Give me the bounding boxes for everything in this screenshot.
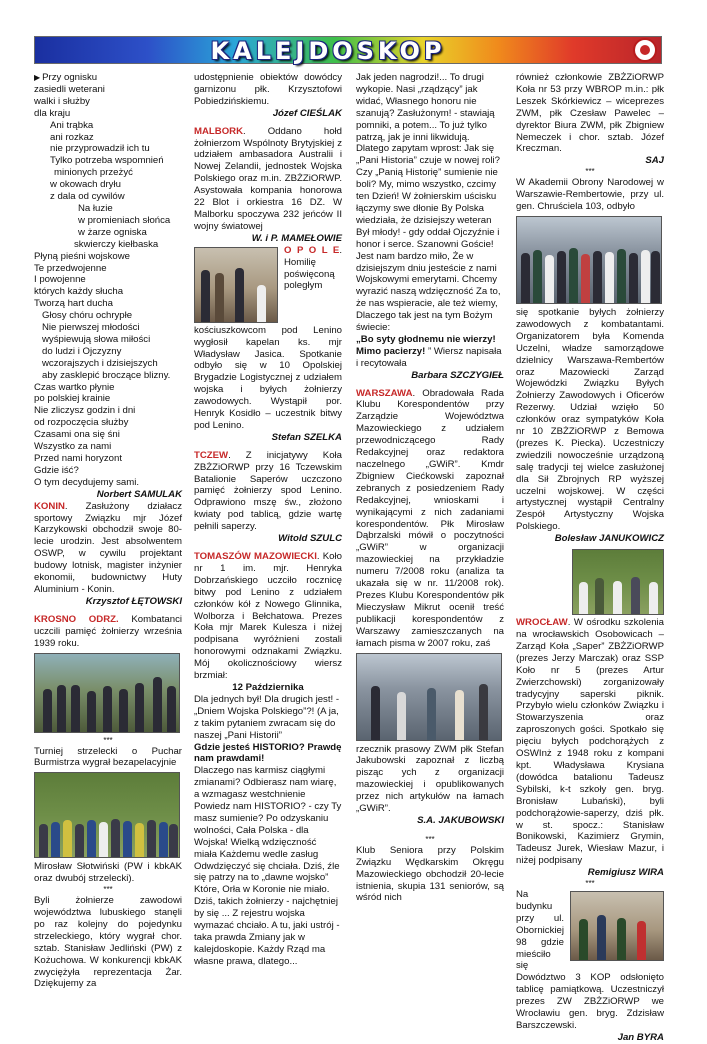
article-slotwinski: Mirosław Słotwiński (PW i kbkAK oraz dwubój strzelecki).	[34, 861, 182, 885]
article-heading: TOMASZÓW MAZOWIECKI	[194, 551, 317, 562]
poem-line: od rozpoczęcia służby	[34, 417, 129, 429]
article-heading: TCZEW	[194, 449, 229, 461]
poem-part-1: Dla jednych był! Dla drugich jest! - „Dniem Wojska Polskiego”?! (A ja, z takim pytaniem zwracam się do naszej „Pani Historii”	[194, 693, 340, 741]
poem-line: Tworzą hart ducha	[34, 298, 113, 310]
article-heading: O P O L E	[284, 244, 340, 256]
article-signature: W. i P. MAMEŁOWIE	[251, 232, 342, 244]
poem-line: po polskiej krainie	[34, 393, 111, 405]
separator-stars: ***	[103, 735, 113, 745]
poem-line: I powojenne	[34, 274, 86, 286]
poem-line: Czas wartko płynie	[34, 381, 115, 393]
poem-line: Głosy chóru ochrypłe	[42, 310, 133, 322]
article-signature: S.A. JAKUBOWSKI	[417, 814, 504, 826]
poem-line: dla kraju	[34, 107, 71, 119]
photo-wroclaw-veterans	[572, 549, 664, 615]
poem-line: wczorajszych i dzisiejszych	[42, 357, 158, 369]
poem-line: ani rozkaz	[50, 131, 94, 143]
article-akademia-continued: się spotkanie byłych żołnierzy zawodowych z kombatantami. Organizatorem była Komenda Uczelni, władze samorządowe dzielnicy Warszawa-Rembertów oraz Mazowiecki Zarząd Wojewódzki Związku Byłych Żołnierzy Zawodowych i Oficerów Rezerwy. Udział wzięło 50 członków oraz sympatyków Koła nr 10 ZBŻZiORWP z Bemowa (prezes K. Piecka). Uczestniczy zwiedzili nowocześnie urządzoną salę tradycji tej wielce zasłużonej dla Sił Zbrojnych RP wyższej uczelni wojskowej. W części artystycznej wystąpił Centralny Zespół Artystyczny Wojska Polskiego.	[516, 306, 664, 533]
article-lubuskie: Byli żołnierze zawodowi województwa lubuskiego stanęli po raz kolejny do pojedynku strzeleckiego, który wygrał chor. sztab. Stanisław Jedliński (PW) z Kożuchowa. W konkurencji kbkAK zwyciężyła reprezentacja Żar. Dziękujemy za	[34, 895, 182, 990]
poem-line: Te przedwojenne	[34, 262, 107, 274]
poem-line: Płyną pieśni wojskowe	[34, 250, 130, 262]
arrow-icon: ▶	[34, 73, 41, 82]
column-4	[516, 72, 664, 1043]
poem-line: Czasami ona się śni	[34, 429, 120, 441]
article-wroclaw: WROCŁAW. W ośrodku szkolenia na wrocławskich Osobowicach – Zarząd Koła „Saper” ZBŻZiORWP (prezes Jerzy Marczak) oraz SSP Koło nr 5 (prezes Artur Zwierzchowski) zorganizowały tradycyjny saperski piknik. Przybyło wielu członków Związku i Stowarzyszenia oraz zaproszonych gości. Spotkało się pięciu byłych podchorążych z OSWInż z 1948 roku z kompani kpt. Władysława Krysiana (dowódca batalionu Tadeusz Sybilski, k-t szkoły gen. bryg. Bronisław Lubański), byli podchorążowie-saperzy, dziś płk. w st. spocz.: Stanisław Bonikowski, Kazimierz Grymin, Tadeusz Jurek, Wiesław Mazur, i niżej podpisany	[516, 617, 664, 867]
article-heading: KROSNO ODRZ.	[34, 613, 119, 625]
photo-akademia-group	[516, 216, 662, 304]
poem-line: nie przyprowadził ich tu	[50, 143, 150, 155]
article-signature: Krzysztof ŁĘTOWSKI	[85, 595, 182, 607]
association-logo-icon	[633, 38, 657, 62]
photo-krosno-ceremony	[34, 653, 180, 733]
article-heading: KONIN	[34, 500, 65, 512]
separator-stars: ***	[103, 885, 113, 895]
column-2	[194, 72, 342, 1012]
poem-signature: Barbara SZCZYGIEŁ	[411, 369, 504, 381]
photo-opole-mass	[194, 247, 278, 323]
separator-stars: ***	[425, 834, 435, 844]
header-banner	[34, 36, 662, 64]
poem-title: 12 Października	[232, 681, 304, 693]
poem-line: O tym decydujemy sami.	[34, 476, 140, 488]
poem-line: walki i służby	[34, 95, 90, 107]
article-tomaszow: TOMASZÓW MAZOWIECKI. Koło nr 1 im. mjr. Henryka Dobrzańskiego uczciło rocznicę bitwy pod Lenino z udziałem członków kół z Nowego Glinnika, Wolborza i Bełchatowa. Prezes Koła mjr Marek Kulesza i niżej podpisana wyróżnieni zostali honorowymi odznakami Związku. Mój okolicznościowy wiersz brzmiał:	[194, 551, 342, 682]
poem-line: Nie zliczysz godzin i dni	[34, 405, 136, 417]
article-continued: udostępnienie obiektów dowódcy garnizonu płk. Krzysztofowi Pobiedzińskiemu.	[194, 72, 342, 107]
photo-shooting-group	[34, 772, 180, 858]
article-signature: Bolesław JANUKOWICZ	[554, 533, 664, 545]
poem-line: w żarze ogniska	[78, 226, 147, 238]
article-obornicka: Na budynku przy ul. Obornickiej 98 gdzie mieściło się Dowództwo 3 KOP odsłonięto tablicę pamiątkową. Uczestniczył prezes ZW ZBŻZiORWP we Wrocławiu gen. bryg. Zdzisław Barszczewski.	[516, 889, 664, 1031]
article-malbork: MALBORK. Oddano hołd żołnierzom Wspólnoty Brytyjskiej z udziałem ambasadora Australii i Nowej Zelandii, jednostek Wojska Polskiego oraz m.in. ZBŻZiORWP. Asystowała kompania honorowa 22 Blot i orkiestra 16 DZ. W Malborku spoczywa 232 jeńców II wojny światowej	[194, 125, 342, 232]
poem-line: aby zasklepić broczące blizny.	[42, 369, 171, 381]
article-warszawa: WARSZAWA. Obradowała Rada Klubu Korespondentów przy Zarządzie Województwa Mazowieckiego z udziałem przewodniczącego Rady Redakcyjnej oraz redaktora naczelnego „GWiR”. Kmdr Zbigniew Ciećkowski zapoznał zebranych z posiedzeniem Rady Redakcyjnej, wnioskami i wynikającymi z nich zadaniami korespondentów. Płk Mirosław Dąbrzalski mówił o poczytności „GWiR” w organizacji mazowieckiej na przykładzie numeru 7/2008 roku (analiza ta ukazała się w nr. 11/2008 rok). Prezes Klubu Korespondentów płk Mieczysław Mikrut ocenił treść publikacji korespondentów z Warszawy zamieszczanych na łamach pisma w 2007 roku, zaś	[356, 387, 504, 649]
poem-line: ▶ Przy ognisku	[34, 72, 98, 83]
article-signature: Stefan SZELKA	[271, 431, 342, 443]
article-signature: Jan BYRA	[617, 1031, 664, 1043]
article-klub-seniora: Klub Seniora przy Polskim Związku Wędkarskim Okręgu Mazowieckiego obchodził 20-lecie istnienia, skupia 131 seniorów, są wśród nich	[356, 844, 504, 904]
poem-part-2: Gdzie jesteś HISTORIO? Prawdę nam prawdami!	[194, 741, 342, 765]
article-heading: WARSZAWA	[356, 387, 413, 399]
photo-warszawa-meeting	[356, 653, 502, 741]
poem-line: w promieniach słońca	[78, 214, 171, 226]
article-signature: SAJ	[645, 155, 664, 167]
page-title: KALEJDOSKOP	[210, 37, 446, 65]
poem-line: wyśpiewują słowa miłości	[42, 333, 151, 345]
poem-line: Gdzie iść?	[34, 464, 79, 476]
article-signature: Remigiusz WIRA	[587, 867, 664, 879]
article-akademia: W Akademii Obrony Narodowej w Warszawie-Rembertowie, przy ul. gen. Chruściela 103, odbyło	[516, 177, 664, 213]
poem-line: Tylko potrzeba wspomnień	[50, 155, 164, 167]
article-heading: WROCŁAW	[516, 617, 568, 629]
poem-ending: „Bo syty głodnemu nie wierzy! Mimo pacierzy! ” Wiersz napisała i recytowała	[356, 333, 502, 369]
article-opole: O P O L E. Homilię poświęconą poległym kościuszkowcom pod Lenino wygłosił kapelan ks. mjr Władysław Jasica. Spotkanie odbyło się w 10 Opolskiej Brygadzie Logistycznej z udziałem wojska i byłych żołnierzy zawodowych. Wystąpił por. Henryk Kosidło – uczestnik bitwy pod Lenino.	[194, 244, 342, 431]
separator-stars: ***	[585, 879, 595, 889]
poem-line: których każdy słucha	[34, 286, 124, 298]
poem-line: Wszystko za nami	[34, 441, 112, 453]
article-krosno: KROSNO ODRZ. Kombatanci uczcili pamięć żołnierzy września 1939 roku.	[34, 613, 183, 649]
article-continued: również członkowie ZBŻZiORWP Koła nr 53 przy WBROP m.in.: płk Leszek Skórkiewicz – wiceprezes ZWM, płk Czesław Pawelec – dyrektor Biura ZWM, płk Zbigniew Nemeczek i chor. sztab. Józef Kreczman.	[516, 72, 664, 155]
article-puchar: Turniej strzelecki o Puchar Burmistrza wygrał bezapelacyjnie	[34, 745, 182, 769]
poem-line: Ani trąbka	[50, 119, 94, 131]
poem-line: Na łuzie	[78, 202, 113, 214]
column-3	[356, 72, 504, 1012]
poem-line: minionych przeżyć	[54, 167, 133, 179]
poem-przy-ognisku	[34, 72, 182, 489]
poem-part-3: Dlaczego nas karmisz ciągłymi zmianami? Odbierasz nam wiarę, a wzmagasz westchnienie Powiedz nam HISTORIO? - czy Ty masz sumienie? Po odzyskaniu wolności, Cała Polska - dla Wojska! Wielką wdzięczność miała Każdemu wedle zasług Odwdzięczyć się chciała. Dziś, źle się patrzy na to „dawne wojsko” Które, Orła w Koronie nie miało. Dziś, takich żołnierzy - najchętniej by się ... Z rejestru wojska wymazać chciało. A tu, jaki ustrój - taka prawda Zmiany jak w kalejdoskopie. Każdy Rząd ma własne prawa, dlatego...	[194, 765, 342, 967]
poem-continued: Jak jeden nagrodzi!... To drugi wykopie. Nasi „rządzący” jak widać, Własnego honoru nie szanują? Zasłużonym! - stawiają pomniki, a potem... To już tylko patrzą, jak je inni likwidują. Dlatego zapytam wprost: Jak się „Pani Historia” czuje w nowej roli? Czy „Panią Historię” sumienie nie boli? My, mimo wszystko, czcimy ten Dzień! W żołnierskim uścisku łączymy swe dłonie By Polska wiedziała, że dzisiejszy weteran Był młody! - gdy oddał Ojczyźnie i honor i serce. Szanowni Goście! Jest nam bardzo miło, Że w dzisiejszym dniu jesteście z nami Wojskowymi emerytami. Chcemy wyrazić naszą wdzięczność Za to, że nas wspieracie, ale też wiemy, Dlaczego tak jest na tym Bożym świecie:	[356, 72, 501, 334]
poem-line: do ludzi i Ojczyzny	[42, 345, 122, 357]
poem-line: Nie pierwszej młodości	[42, 322, 140, 334]
article-tczew: TCZEW. Z inicjatywy Koła ZBŻZiORWP przy 16 Tczewskim Batalionie Saperów uczczono pamięć żołnierzy spod Lenino. Odprawiono mszę św., złożono kwiaty pod tablicą, gdzie wartę pełnili saperzy.	[194, 449, 342, 533]
poem-line: skwierczy kiełbaska	[74, 238, 159, 250]
column-1	[34, 72, 182, 1012]
article-signature: Witold SZULC	[278, 533, 342, 545]
poem-line: w okowach dryłu	[50, 179, 121, 191]
article-konin: KONIN. Zasłużony działacz sportowy Związku mjr Józef Karzykowski obchodził swoje 80-lecie urodzin. Jest absolwentem OSWP, w cywilu projektant budowy lotnisk, magister inżynier ekonomii, budownictwy Huty Aluminium - Konin.	[34, 500, 182, 595]
poem-line: Przed nami horyzont	[34, 453, 122, 464]
article-signature: Józef CIEŚLAK	[272, 107, 342, 119]
poem-signature: Norbert SAMULAK	[96, 488, 182, 500]
photo-obornicka-plaque	[570, 891, 664, 961]
poem-line: zasiedli weterani	[34, 83, 105, 95]
article-rzecznik: rzecznik prasowy ZWM płk Stefan Jakubowski zapoznał z liczbą pisząc ych z organizacji mazowieckiej i opublikowanych przez nich artykułów na łamach „GWiR”.	[356, 743, 504, 815]
poem-line: z dala od cywilów	[50, 191, 125, 203]
separator-stars: ***	[585, 167, 595, 177]
article-heading: MALBORK	[194, 125, 244, 137]
